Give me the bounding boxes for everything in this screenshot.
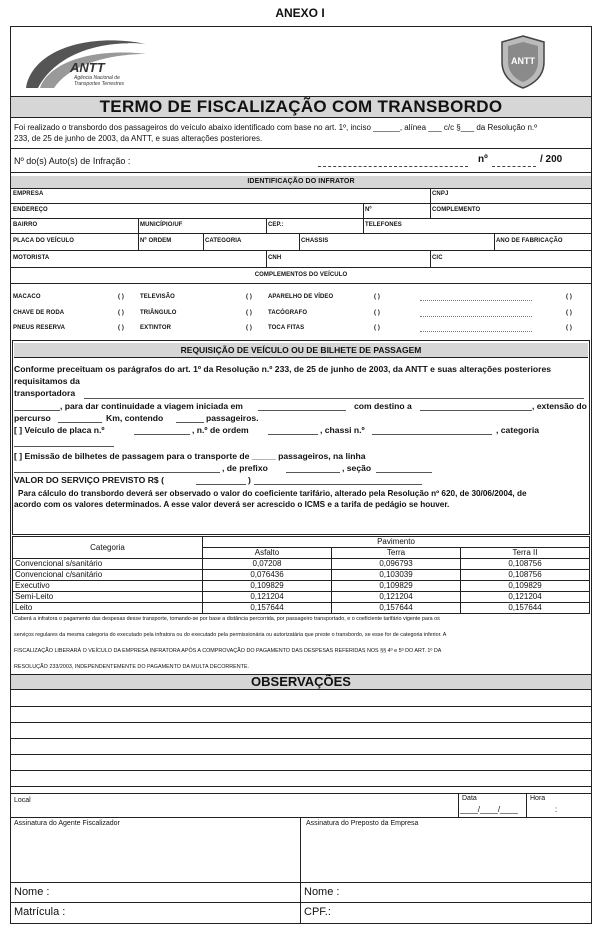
blank-line-1[interactable] (14, 410, 60, 411)
requisicao-v1d: , categoria (496, 425, 539, 435)
calc-line-1: Para cálculo do transbordo deverá ser observado o valor do coeficiente tarifário, alterado pela Resolução nº 620, de 30/06/2004, de (18, 489, 527, 498)
item-chave-roda: CHAVE DE RODA (13, 310, 65, 316)
passageiros-field[interactable] (176, 422, 204, 423)
valor-servico-field[interactable] (196, 484, 246, 485)
chassis-label: CHASSIS (301, 238, 329, 244)
subcol-terra: Terra (332, 548, 461, 559)
row-categoria: Executivo (13, 581, 203, 592)
requisicao-p5c: passageiros. (206, 413, 259, 423)
linha-field[interactable] (14, 472, 220, 473)
intro-line-1: Foi realizado o transbordo dos passageiros do veículo abaixo identificado com base no art. 1º, inciso ______, alínea ___ c/c §___ da Resolução n.º (14, 123, 538, 132)
checkbox-toca-fitas-extra[interactable]: ( ) (566, 325, 572, 331)
ano-label: ANO DE FABRICAÇÃO (496, 238, 563, 244)
checkbox-macaco[interactable]: ( ) (118, 294, 124, 300)
complemento-label: COMPLEMENTO (432, 207, 481, 213)
item-triangulo: TRIÂNGULO (140, 310, 177, 316)
destino-field[interactable] (420, 410, 532, 411)
municipio-label: MUNICÍPIO/UF (140, 222, 183, 228)
requisicao-p2: requisitamos da (14, 376, 80, 386)
assinatura-preposto-label: Assinatura do Preposto da Empresa (306, 820, 419, 827)
auto-year-label: / 200 (540, 154, 563, 165)
requisicao-e2b: , seção (342, 463, 372, 473)
requisicao-p5a: percurso (14, 413, 51, 423)
empresa-label: EMPRESA (13, 191, 44, 197)
percurso-field[interactable] (58, 422, 102, 423)
row-value: 0,121204 (461, 592, 590, 603)
checkbox-pneus-reserva[interactable]: ( ) (118, 325, 124, 331)
observacoes-header: OBSERVAÇÕES (251, 674, 351, 689)
checkbox-aparelho-extra[interactable]: ( ) (566, 294, 572, 300)
matricula-label[interactable]: Matrícula : (14, 906, 66, 918)
form-title: TERMO DE FISCALIZAÇÃO COM TRANSBORDO (99, 97, 503, 116)
row-value: 0,096793 (332, 559, 461, 570)
ordem-label: Nº ORDEM (140, 238, 172, 244)
prefixo-field[interactable] (286, 472, 340, 473)
valor-extenso-field[interactable] (254, 484, 422, 485)
row-value: 0,108756 (461, 570, 590, 581)
notice-line-2: serviços regulares da mesma categoria do executado pela infratora ou do executado pela permissionária ou autorizatária que preste o transbordo, se esse for de categoria inferior. A (14, 632, 447, 638)
item-aparelho-video: APARELHO DE VÍDEO (268, 294, 334, 300)
checkbox-televisao[interactable]: ( ) (246, 294, 252, 300)
antt-shield-seal (498, 34, 548, 90)
requisicao-v1b: , n.º de ordem (192, 425, 249, 435)
chassi-field[interactable] (372, 434, 492, 435)
local-label: Local (14, 797, 31, 804)
cpf-label[interactable]: CPF.: (304, 906, 331, 918)
row-value: 0,109829 (203, 581, 332, 592)
nome-preposto-label[interactable]: Nome : (304, 886, 340, 898)
row-value: 0,121204 (203, 592, 332, 603)
assinatura-preposto-field[interactable] (304, 830, 588, 880)
identificacao-header: IDENTIFICAÇÃO DO INFRATOR (247, 178, 355, 185)
checkbox-chave-roda[interactable]: ( ) (118, 310, 124, 316)
motorista-label: MOTORISTA (13, 255, 50, 261)
valor-servico-end: ) (248, 475, 251, 485)
data-label: Data (462, 795, 477, 802)
row-value: 0,103039 (332, 570, 461, 581)
auto-numero-field[interactable] (492, 166, 536, 167)
bairro-label: BAIRRO (13, 222, 38, 228)
requisicao-v1c: , chassi n.º (320, 425, 365, 435)
col-pavimento: Pavimento (203, 537, 590, 548)
requisicao-p4b: com destino a (354, 401, 412, 411)
subcol-asfalto: Asfalto (203, 548, 332, 559)
item-extintor: EXTINTOR (140, 325, 172, 331)
checkbox-toca-fitas[interactable]: ( ) (374, 325, 380, 331)
categoria-field[interactable] (14, 446, 114, 447)
checkbox-extintor[interactable]: ( ) (246, 325, 252, 331)
requisicao-p3: transportadora (14, 388, 76, 398)
table-row (13, 592, 590, 603)
row-value: 0,121204 (332, 592, 461, 603)
row-categoria: Semi-Leito (13, 592, 203, 603)
checkbox-tacografo-extra[interactable]: ( ) (566, 310, 572, 316)
auto-infracao-label: Nº do(s) Auto(s) de Infração : (14, 156, 131, 166)
ordem-field[interactable] (268, 434, 318, 435)
item-televisao: TELEVISÃO (140, 294, 175, 300)
row-value: 0,07208 (203, 559, 332, 570)
checkbox-aparelho-video[interactable]: ( ) (374, 294, 380, 300)
categoria-label: CATEGORIA (205, 238, 242, 244)
subcol-terra-ii: Terra II (461, 548, 590, 559)
item-tacografo: TACÓGRAFO (268, 310, 308, 316)
emissao-bilhetes-option[interactable]: [ ] Emissão de bilhetes de passagem para o transporte de _____ passageiros, na linha (14, 451, 366, 461)
item-pneus-reserva: PNEUS RESERVA (13, 325, 66, 331)
row-categoria: Leito (13, 603, 203, 614)
data-field[interactable]: ____/____/____ (460, 805, 518, 814)
logo-subtitle-1: Agência Nacional de (74, 75, 120, 81)
row-value: 0,109829 (461, 581, 590, 592)
telefones-label: TELEFONES (365, 222, 402, 228)
auto-infracao-field[interactable] (318, 166, 468, 167)
intro-line-2: 233, de 25 de junho de 2003, da ANTT, e suas alterações posteriores. (14, 134, 263, 143)
notice-line-4: RESOLUÇÃO 233/2003, INDEPENDENTEMENTE DO PAGAMENTO DA MULTA DECORRENTE. (14, 664, 250, 670)
nome-agente-label[interactable]: Nome : (14, 886, 50, 898)
valor-servico-label: VALOR DO SERVIÇO PREVISTO R$ ( (14, 475, 164, 485)
notice-line-1: Caberá a infratora o pagamento das despesas desse transporte, tomando-se por base a distância percorrida, por passageiro transportado, e o coeficiente tarifário vigente para os (14, 616, 440, 622)
table-row (13, 570, 590, 581)
annex-title: ANEXO I (275, 6, 325, 20)
requisicao-p5b: Km, contendo (106, 413, 164, 423)
row-value: 0,157644 (203, 603, 332, 614)
row-value: 0,157644 (332, 603, 461, 614)
checkbox-tacografo[interactable]: ( ) (374, 310, 380, 316)
row-categoria: Convencional s/sanitário (13, 559, 203, 570)
antt-logo (18, 30, 148, 92)
item-macaco: MACACO (13, 294, 41, 300)
assinatura-agente-field[interactable] (14, 830, 296, 880)
col-categoria: Categoria (13, 537, 203, 559)
row-value: 0,109829 (332, 581, 461, 592)
tariff-table (12, 536, 590, 614)
veiculo-placa-option[interactable]: [ ] Veículo de placa n.º (14, 425, 105, 435)
complementos-header: COMPLEMENTOS DO VEÍCULO (254, 272, 348, 278)
requisicao-p1: Conforme preceituam os parágrafos do art. 1º da Resolução n.º 233, de 25 de junho de 2003, da ANTT e suas alterações posteriores (14, 364, 552, 374)
cep-label: CEP.: (268, 222, 284, 228)
checkbox-triangulo[interactable]: ( ) (246, 310, 252, 316)
placa-label: PLACA DO VEÍCULO (13, 238, 75, 244)
secao-field[interactable] (376, 472, 432, 473)
placa-field[interactable] (134, 434, 190, 435)
cnpj-label: CNPJ (432, 191, 449, 197)
row-value: 0,108756 (461, 559, 590, 570)
hora-field[interactable]: : (555, 805, 558, 814)
requisicao-header: REQUISIÇÃO DE VEÍCULO OU DE BILHETE DE PASSAGEM (180, 345, 422, 355)
auto-numero-label: nº (478, 154, 488, 165)
cnh-label: CNH (268, 255, 282, 261)
requisicao-p4c: , extensão do (532, 401, 587, 411)
endereco-label: ENDEREÇO (13, 207, 48, 213)
row-categoria: Convencional c/sanitário (13, 570, 203, 581)
viagem-data-field[interactable] (258, 410, 346, 411)
calc-line-2: acordo com os valores determinados. A esse valor deverá ser acrescido o ICMS e a tarifa de pedágio se houver. (14, 500, 450, 509)
table-row (13, 581, 590, 592)
item-toca-fitas: TOCA FITAS (268, 325, 305, 331)
row-value: 0,076436 (203, 570, 332, 581)
hora-label: Hora (530, 795, 546, 802)
seal-text: ANTT (511, 56, 535, 66)
logo-brand: ANTT (70, 60, 105, 75)
notice-line-3: FISCALIZAÇÃO LIBERARÁ O VEÍCULO DA EMPRESA INFRATORA APÓS A COMPROVAÇÃO DO PAGAMENTO DAS DESPESAS REFERIDAS NOS §§ 4º e 5º DO ART. 1º DA (14, 648, 442, 654)
table-row (13, 603, 590, 614)
cic-label: CIC (432, 255, 443, 261)
assinatura-agente-label: Assinatura do Agente Fiscalizador (14, 820, 120, 827)
requisicao-p4a: , para dar continuidade a viagem iniciada em (60, 401, 243, 411)
logo-subtitle-2: Transportes Terrestres (74, 81, 125, 87)
numero-label: Nº (365, 207, 372, 213)
row-value: 0,157644 (461, 603, 590, 614)
transportadora-field[interactable] (84, 398, 584, 399)
requisicao-e2a: , de prefixo (222, 463, 268, 473)
table-row (13, 559, 590, 570)
